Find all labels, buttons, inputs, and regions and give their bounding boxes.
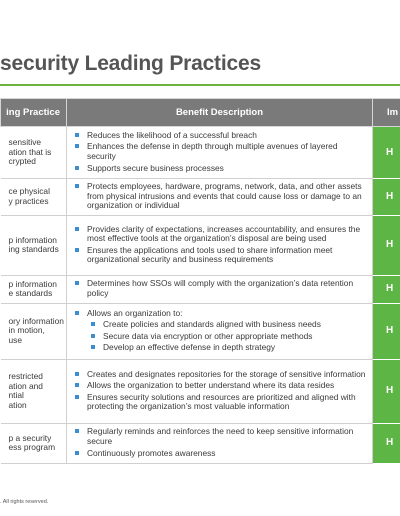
practice-text-line: ess program: [8, 442, 56, 453]
practice-text-line: p information: [8, 278, 57, 289]
bullet-text: Develop an effective defense in depth strategy: [103, 342, 276, 353]
practice-cell: [1, 179, 67, 216]
square-bullet-icon: [75, 144, 79, 148]
square-bullet-icon: [75, 248, 79, 252]
practice-text-line: ory information: [8, 315, 64, 326]
bullet-text: Enhances the defense in depth through multiple avenues of layered security: [87, 141, 338, 161]
practice-text-line: ing standards: [8, 244, 59, 255]
bullet-item: [71, 279, 368, 298]
bullet-item: [71, 370, 368, 380]
practice-text-line: p information: [8, 234, 57, 245]
bullet-text: Create policies and standards aligned with business needs: [103, 319, 321, 330]
bullet-item: [71, 246, 368, 265]
table-row: [1, 359, 400, 423]
square-bullet-icon: [91, 345, 95, 349]
impact-badge: H: [373, 127, 400, 179]
practice-text-line: crypted: [8, 156, 36, 167]
square-bullet-icon: [75, 372, 79, 376]
sub-bullet-item: [71, 343, 368, 353]
bullet-item: [71, 182, 368, 211]
table-row: [1, 275, 400, 303]
square-bullet-icon: [75, 383, 79, 387]
bullet-item: [71, 393, 368, 412]
bullet-item: [71, 427, 368, 446]
bullet-item: [71, 309, 368, 319]
benefit-cell: [67, 275, 373, 303]
bullet-text: Allows the organization to better understand where its data resides: [87, 380, 335, 391]
bullet-text: Reduces the likelihood of a successful breach: [87, 129, 257, 140]
square-bullet-icon: [75, 395, 79, 399]
impact-badge: H: [373, 179, 400, 216]
practice-cell: [1, 303, 67, 359]
practice-text-line: ation that is: [8, 146, 52, 157]
table-row: [1, 303, 400, 359]
square-bullet-icon: [91, 322, 95, 326]
benefit-cell: [67, 303, 373, 359]
practice-text-line: e standards: [8, 288, 53, 299]
table-row: [1, 215, 400, 275]
square-bullet-icon: [91, 334, 95, 338]
header-practice: ing Practice: [1, 99, 67, 127]
impact-badge: H: [373, 359, 400, 423]
practice-text-line: p a security: [8, 432, 52, 443]
header-benefit-description: Benefit Description: [67, 99, 373, 127]
table-row: [1, 423, 400, 463]
bullet-item: [71, 164, 368, 174]
bullet-text: Determines how SSOs will comply with the organization’s data retention policy: [87, 278, 354, 298]
bullet-text: Ensures the applications and tools used to share information meet organizational security and business requirements: [87, 244, 333, 265]
bullet-item: [71, 142, 368, 161]
bullet-item: [71, 381, 368, 391]
benefit-cell: [67, 215, 373, 275]
benefit-cell: [67, 127, 373, 179]
practice-text-line: ce physical: [8, 186, 50, 197]
practice-text-line: ation and: [8, 380, 43, 391]
slide-title: security Leading Practices: [0, 52, 261, 75]
benefit-cell: [67, 423, 373, 463]
table-row: [1, 127, 400, 179]
impact-badge: H: [373, 275, 400, 303]
bullet-text: Continuously promotes awareness: [87, 447, 216, 458]
bullet-item: [71, 449, 368, 459]
square-bullet-icon: [75, 451, 79, 455]
sub-bullet-item: [71, 320, 368, 330]
table-header-row: [1, 99, 400, 127]
bullet-text: Creates and designates repositories for the storage of sensitive information: [87, 368, 366, 379]
bullet-text: Ensures security solutions and resources are prioritized and aligned with protecting the organization’s most valuable information: [87, 391, 356, 412]
impact-badge: H: [373, 215, 400, 275]
practice-cell: [1, 359, 67, 423]
practice-text-line: y practices: [8, 195, 49, 206]
header-impact: Im: [373, 99, 400, 127]
bullet-text: Provides clarity of expectations, increases accountability, and ensures the most effective tools at the organization’s disposal are being used: [87, 223, 361, 244]
square-bullet-icon: [75, 184, 79, 188]
bullet-text: Protects employees, hardware, programs, network, data, and other assets from physical intrusions and events that could cause loss or damage to an organization or individual: [87, 181, 362, 211]
practice-text-line: ntial: [8, 390, 24, 401]
bullet-text: Secure data via encryption or other appropriate methods: [103, 330, 313, 341]
square-bullet-icon: [75, 429, 79, 433]
practice-cell: [1, 127, 67, 179]
table-row: [1, 179, 400, 216]
practice-text-line: in motion,: [8, 325, 45, 336]
practice-text-line: restricted: [8, 371, 43, 382]
bullet-item: [71, 131, 368, 141]
copyright-footer: . All rights reserved.: [0, 499, 49, 505]
practice-cell: [1, 423, 67, 463]
practice-text-line: sensitive: [8, 137, 42, 148]
square-bullet-icon: [75, 311, 79, 315]
square-bullet-icon: [75, 166, 79, 170]
benefit-cell: [67, 359, 373, 423]
bullet-item: [71, 225, 368, 244]
title-divider: [0, 84, 400, 86]
bullet-text: Regularly reminds and reinforces the need to keep sensitive information secure: [87, 426, 354, 446]
practice-cell: [1, 275, 67, 303]
square-bullet-icon: [75, 133, 79, 137]
impact-badge: H: [373, 303, 400, 359]
square-bullet-icon: [75, 227, 79, 231]
square-bullet-icon: [75, 281, 79, 285]
impact-badge: H: [373, 423, 400, 463]
practice-text-line: ation: [8, 399, 27, 410]
bullet-text: Supports secure business processes: [87, 162, 224, 173]
bullet-text: Allows an organization to:: [87, 307, 183, 318]
benefit-cell: [67, 179, 373, 216]
practice-text-line: use: [8, 335, 23, 346]
sub-bullet-item: [71, 332, 368, 342]
practices-table: [0, 98, 400, 464]
practice-cell: [1, 215, 67, 275]
